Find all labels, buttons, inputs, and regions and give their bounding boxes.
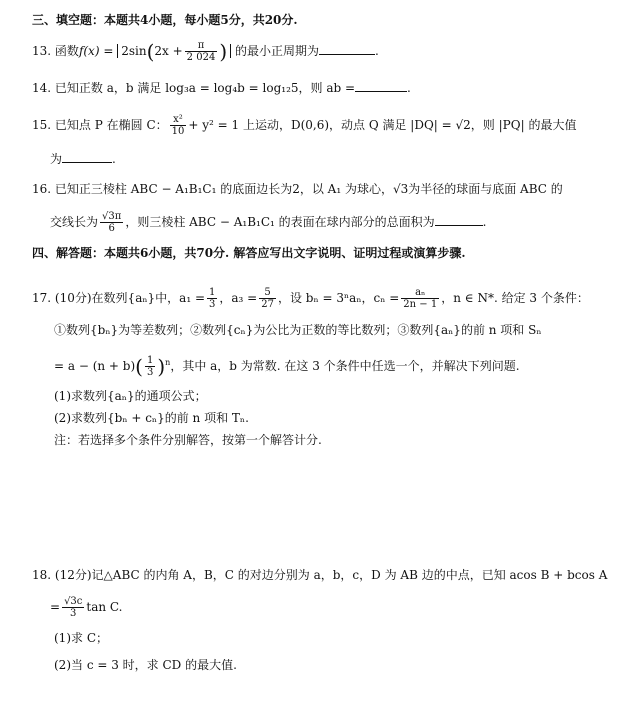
question-16-continued: 交线长为 $\frac{√3\pi}{6}$ ，则三棱柱 ABC − A₁B₁C₁ 的表面在球内部分的总面积为 .: [50, 211, 487, 234]
question-17-conditions: ①数列{bₙ}为等差数列；②数列{cₙ}为公比为正数的等比数列；③数列{aₙ}的前 n 项和 Sₙ: [54, 323, 542, 337]
question-18: 18. (12分)记△ABC 的内角 A，B，C 的对边分别为 a，b，c，D 为 AB 边的中点，已知 acos B + bcos A: [32, 568, 608, 582]
question-14: 14. 已知正数 a，b 满足 log₃a = log₄b = log₁₂5，则 ab = .: [32, 81, 411, 95]
answer-blank: [355, 79, 407, 92]
fraction-1-over-3: $\frac{1}{3}$: [146, 355, 154, 378]
fraction-an-over-2n-1: $\frac{\text{aₙ}}{2n - 1}$: [403, 287, 438, 310]
question-number: 16.: [32, 182, 52, 196]
fraction-5-over-27: $\frac{5}{27}$: [261, 287, 274, 310]
question-17-note: 注：若选择多个条件分别解答，按第一个解答计分.: [54, 433, 322, 447]
question-17-part-2: (2)求数列{bₙ + cₙ}的前 n 项和 Tₙ.: [54, 411, 249, 425]
fraction-x2-over-10: $\frac{\text{x²}}{10}$: [171, 114, 185, 137]
question-number: 13.: [32, 44, 52, 58]
fraction-root3c-over-3: $\frac{√3c}{3}$: [64, 596, 83, 619]
question-number: 15.: [32, 118, 52, 132]
section-4-heading: 四、解答题：本题共6小题，共70分. 解答应写出文字说明、证明过程或演算步骤.: [32, 246, 466, 260]
question-17-part-1: (1)求数列{aₙ}的通项公式；: [54, 389, 207, 403]
question-number: 14.: [32, 81, 52, 95]
question-16: 16. 已知正三棱柱 ABC − A₁B₁C₁ 的底面边长为2，以 A₁ 为球心，√3为半径的球面与底面 ABC 的: [32, 182, 563, 196]
question-17-condition-3: = a − (n + b)( $\frac{1}{3}$ )$^n$，其中 a，b 为常数. 在这 3 个条件中任选一个，并解决下列问题.: [54, 354, 520, 379]
question-13: 13. 函数f(x) = 2sin(2x + $\frac{\pi}{2 024}$ ) 的最小正周期为 .: [32, 39, 379, 64]
question-18-part-2: (2)当 c = 3 时，求 CD 的最大值.: [54, 658, 237, 672]
question-18-continued: = $\frac{√3c}{3}$ tan C.: [50, 596, 123, 619]
answer-blank: [62, 150, 112, 163]
question-15: 15. 已知点 P 在椭圆 C： $\frac{\text{x²}}{10}$ + y² = 1 上运动，D(0,6)，动点 Q 满足 |DQ| = √2，则 |PQ| 的最大值: [32, 114, 577, 137]
absolute-value-expression: 2sin(2x + $\frac{\pi}{2 024}$ ): [117, 44, 231, 58]
question-18-part-1: (1)求 C；: [54, 631, 108, 645]
question-15-continued: 为 .: [50, 152, 116, 166]
fraction-root3pi-over-6: $\frac{√3\pi}{6}$: [102, 211, 122, 234]
question-number: 18.: [32, 568, 52, 582]
answer-blank: [435, 213, 483, 226]
question-17: 17. (10分)在数列{aₙ}中，a₁ = $\frac{1}{3}$ ，a₃ = $\frac{5}{27}$ ，设 bₙ = 3ⁿaₙ，cₙ = $\frac{\text{aₙ}}{2n - 1}$ ，n ∈ N*. 给定 3 个条件：: [32, 287, 589, 310]
answer-blank: [319, 42, 375, 55]
section-3-heading: 三、填空题：本题共4小题，每小题5分，共20分.: [32, 13, 298, 27]
fraction-pi-over-2024: $\frac{\pi}{2 024}$: [186, 40, 216, 63]
fraction-1-over-3: $\frac{1}{3}$: [209, 287, 216, 310]
question-number: 17.: [32, 291, 52, 305]
